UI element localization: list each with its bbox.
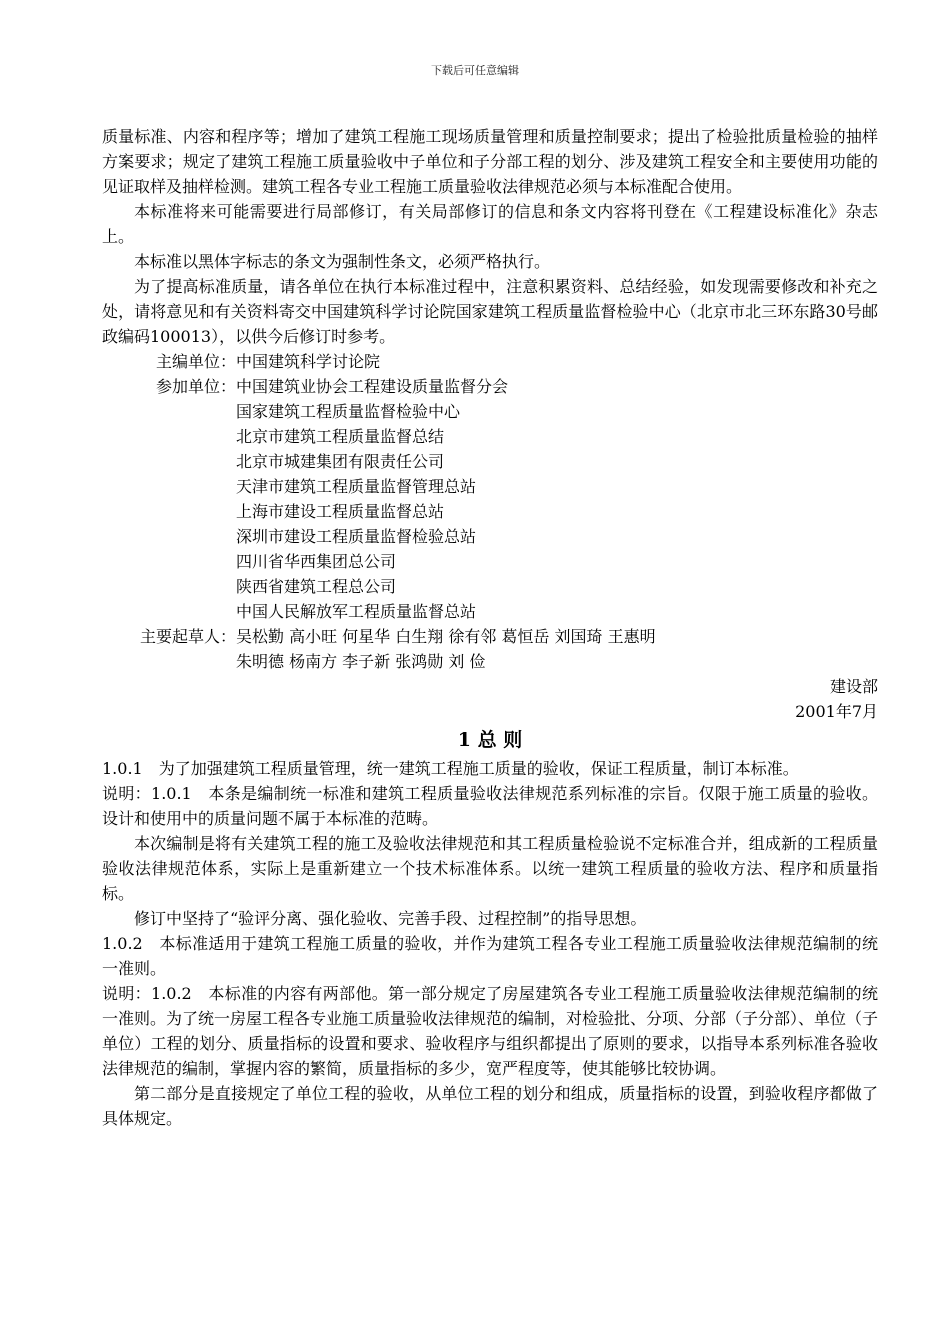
drafters-line: 吴松勤 高小旺 何星华 白生翔 徐有邻 葛恒岳 刘国琦 王惠明 [236,627,656,646]
section-paragraph: 1.0.1 为了加强建筑工程质量管理，统一建筑工程施工质量的验收，保证工程质量，制订本标准。 [102,759,799,778]
participant-item: 四川省华西集团总公司 [236,552,397,571]
section-title: 1 总 则 [457,729,523,751]
participants-row [102,374,878,399]
intro-paragraph: 本标准以黑体字标志的条文为强制性条文，必须严格执行。 [134,252,551,271]
participant-item: 国家建筑工程质量监督检验中心 [236,402,461,421]
participant-item: 北京市建筑工程质量监督总结 [236,427,445,446]
participant-item: 天津市建筑工程质量监督管理总站 [236,477,477,496]
section-paragraph: 本次编制是将有关建筑工程的施工及验收法律规范和其工程质量检验说不定标准合并，组成新的工程质量验收法律规范体系，实际上是重新建立一个技术标准体系。以统一建筑工程质量的验收方法、程序和质量指标。 [102,834,878,903]
signature-org: 建设部 [829,677,878,696]
drafters-row [102,624,878,649]
participant-item: 上海市建设工程质量监督总站 [236,502,445,521]
signature-date: 2001年7月 [795,702,878,721]
section-paragraph: 说明：1.0.1 本条是编制统一标准和建筑工程质量验收法律规范系列标准的宗旨。仅限于施工质量的验收。设计和使用中的质量问题不属于本标准的范畴。 [102,784,878,828]
chief-editor-row [102,349,878,374]
participant-item: 中国建筑业协会工程建设质量监督分会 [236,377,509,396]
intro-paragraph: 质量标准、内容和程序等；增加了建筑工程施工现场质量管理和质量控制要求；提出了检验批质量检验的抽样方案要求；规定了建筑工程施工质量验收中子单位和子分部工程的划分、涉及建筑工程安全和主要使用功能的见证取样及抽样检测。建筑工程各专业工程施工质量验收法律规范必须与本标准配合使用。 [102,127,878,196]
participants-label: 参加单位： [155,377,236,396]
section-paragraph: 第二部分是直接规定了单位工程的验收，从单位工程的划分和组成，质量指标的设置，到验收程序都做了具体规定。 [102,1084,878,1128]
intro-paragraph: 本标准将来可能需要进行局部修订，有关局部修订的信息和条文内容将刊登在《工程建设标准化》杂志上。 [102,202,878,246]
section-paragraph: 说明：1.0.2 本标准的内容有两部他。第一部分规定了房屋建筑各专业工程施工质量验收法律规范编制的统一准则。为了统一房屋工程各专业施工质量验收法律规范的编制，对检验批、分项、分部（子分部）、单位（子单位）工程的划分、质量指标的设置和要求、验收程序与组织都提出了原则的要求，以指导本系列标准各验收法律规范的编制，掌握内容的繁简，质量指标的多少，宽严程度等，使其能够比较协调。 [102,984,879,1078]
section-paragraph: 修订中坚持了“验评分离、强化验收、完善手段、过程控制”的指导思想。 [134,909,647,928]
document-body [102,124,878,1131]
section-paragraph: 1.0.2 本标准适用于建筑工程施工质量的验收，并作为建筑工程各专业工程施工质量验收法律规范编制的统一准则。 [102,934,878,978]
intro-paragraph: 为了提高标准质量，请各单位在执行本标准过程中，注意积累资料、总结经验，如发现需要修改和补充之处，请将意见和有关资料寄交中国建筑科学讨论院国家建筑工程质量监督检验中心（北京市北三环东路30号邮政编码100013），以供今后修订时参考。 [102,277,878,346]
participant-item: 北京市城建集团有限责任公司 [236,452,445,471]
drafters-label: 主要起草人： [139,627,236,646]
participant-item: 深圳市建设工程质量监督检验总站 [236,527,477,546]
participant-item: 陕西省建筑工程总公司 [236,577,397,596]
page-header: 下载后可任意编辑 [431,64,519,77]
drafters-line: 朱明德 杨南方 李子新 张鸿勋 刘 俭 [236,652,486,671]
chief-editor-value: 中国建筑科学讨论院 [236,352,381,371]
chief-editor-label: 主编单位： [155,352,236,371]
participant-item: 中国人民解放军工程质量监督总站 [236,602,477,621]
